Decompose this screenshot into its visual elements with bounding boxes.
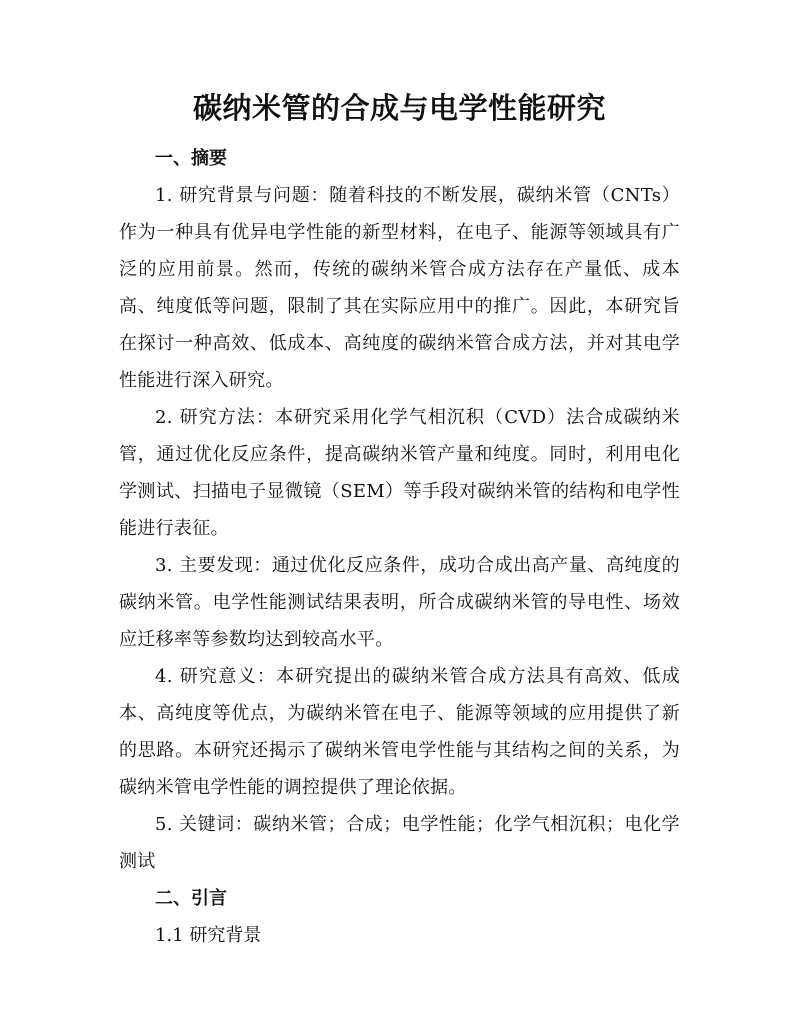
abstract-paragraph-findings: 3. 主要发现：通过优化反应条件，成功合成出高产量、高纯度的碳纳米管。电学性能测试结果表明，所合成碳纳米管的导电性、场效应迁移率等参数均达到较高水平。 [119, 555, 680, 650]
abstract-paragraph-significance: 4. 研究意义：本研究提出的碳纳米管合成方法具有高效、低成本、高纯度等优点，为碳纳米管在电子、能源等领域的应用提供了新的思路。本研究还揭示了碳纳米管电学性能与其结构之间的关系，为碳纳米管电学性能的调控提供了理论依据。 [119, 666, 680, 798]
abstract-paragraph-keywords: 5. 关键词：碳纳米管；合成；电学性能；化学气相沉积；电化学测试 [119, 814, 680, 872]
section-heading-abstract: 一、摘要 [155, 148, 227, 169]
section-heading-introduction: 二、引言 [155, 888, 227, 909]
abstract-paragraph-methods: 2. 研究方法：本研究采用化学气相沉积（CVD）法合成碳纳米管，通过优化反应条件，提高碳纳米管产量和纯度。同时，利用电化学测试、扫描电子显微镜（SEM）等手段对碳纳米管的结构和电学性能进行表征。 [119, 407, 680, 539]
abstract-paragraph-background: 1. 研究背景与问题：随着科技的不断发展，碳纳米管（CNTs）作为一种具有优异电学性能的新型材料，在电子、能源等领域具有广泛的应用前景。然而，传统的碳纳米管合成方法存在产量低、成本高、纯度低等问题，限制了其在实际应用中的推广。因此，本研究旨在探讨一种高效、低成本、高纯度的碳纳米管合成方法，并对其电学性能进行深入研究。 [119, 185, 680, 391]
subsection-heading-background: 1.1 研究背景 [155, 925, 262, 946]
document-title: 碳纳米管的合成与电学性能研究 [192, 91, 606, 125]
